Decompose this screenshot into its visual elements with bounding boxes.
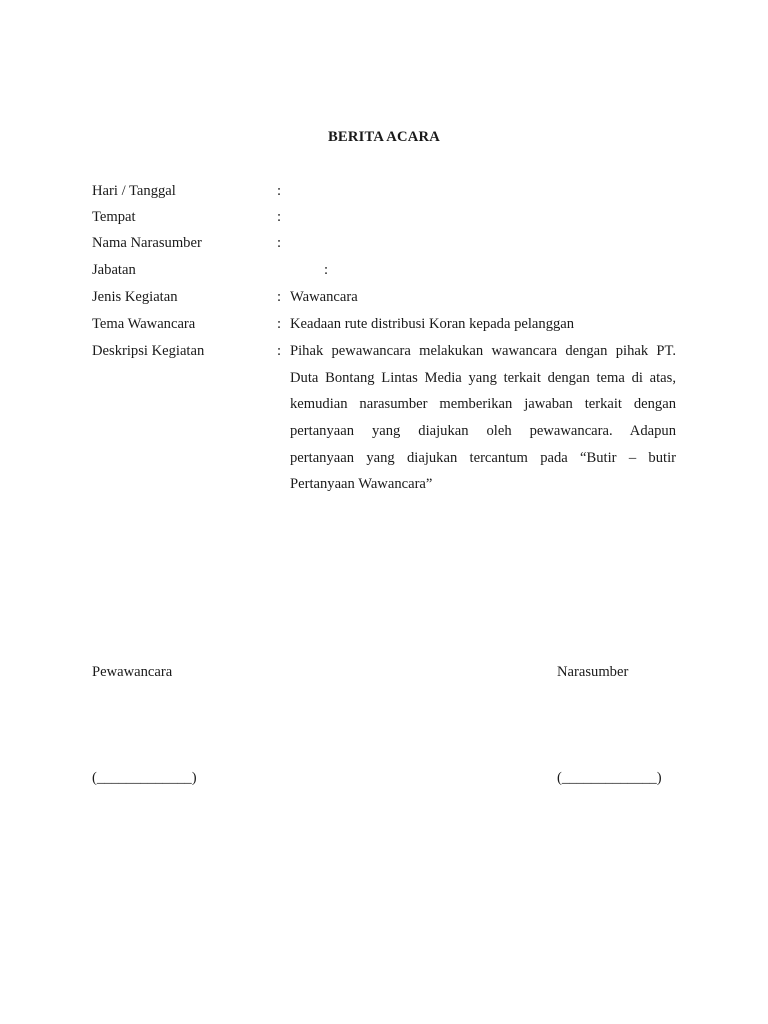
description-line: pertanyaan yang diajukan tercantum pada “Butir – butir [290,450,676,466]
signature-label-pewawancara: Pewawancara [92,664,173,680]
field-label: Nama Narasumber [92,235,202,251]
document-title: BERITA ACARA [327,129,440,145]
description-line: Pertanyaan Wawancara” [290,476,433,492]
description-line: Duta Bontang Lintas Media yang terkait dengan tema di atas, [290,370,676,386]
field-colon: : [324,262,329,278]
signature-label-narasumber: Narasumber [557,664,629,680]
field-label: Jenis Kegiatan [92,289,178,305]
field-colon: : [277,316,282,332]
field-value: Wawancara [290,289,358,305]
field-label: Jabatan [92,262,136,278]
field-colon: : [277,183,282,199]
description-line: Pihak pewawancara melakukan wawancara dengan pihak PT. [290,343,676,359]
field-value: Keadaan rute distribusi Koran kepada pelanggan [290,316,575,332]
field-label: Tema Wawancara [92,316,196,332]
signature-line-narasumber: (_____________) [557,770,662,786]
description-line: pertanyaan yang diajukan oleh pewawancara. Adapun [290,423,676,439]
description-line: kemudian narasumber memberikan jawaban terkait dengan [290,396,676,412]
field-label: Tempat [92,209,136,225]
field-colon: : [277,343,282,359]
field-colon: : [277,289,282,305]
field-label: Hari / Tanggal [92,183,176,199]
field-label: Deskripsi Kegiatan [92,343,205,359]
signature-line-pewawancara: (_____________) [92,770,197,786]
field-colon: : [277,235,282,251]
field-colon: : [277,209,282,225]
